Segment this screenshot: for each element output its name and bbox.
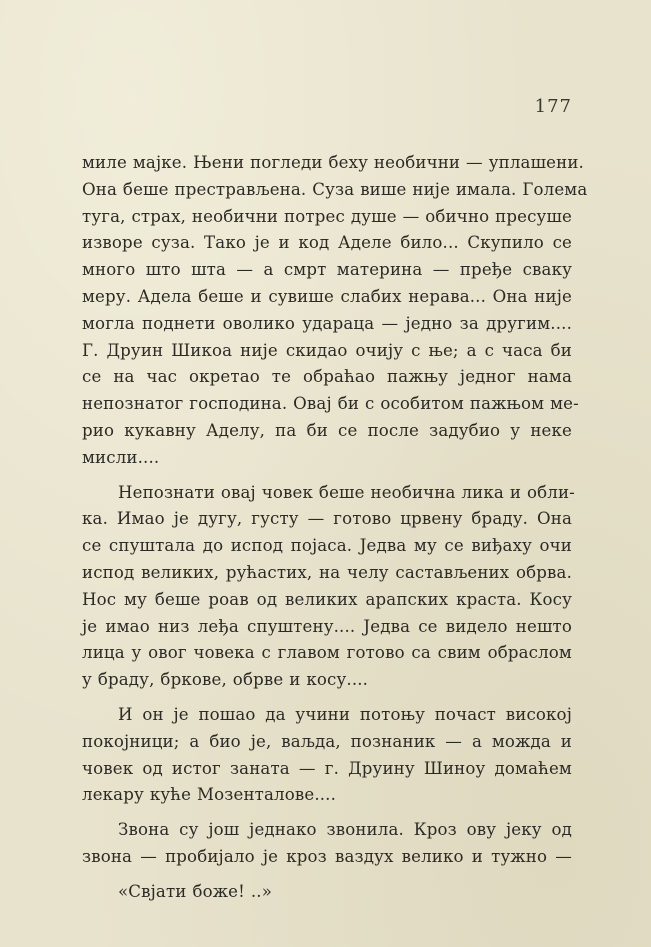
text-line: покојници; а био је, ваљда, познаник — а можда и (82, 731, 572, 751)
text-line: меру. Адела беше и сувише слабих нерава... Она није (82, 286, 572, 306)
text-line: је имао низ леђа спуштену.... Једва се видело нешто (82, 616, 572, 636)
text-line: лица у овог човека с главом готово са свим обраслом (82, 643, 572, 663)
page-number: 177 (534, 96, 572, 117)
text-line: човек од истог заната — г. Друину Шиноу домаћем (82, 758, 572, 778)
text-line: мисли.... (82, 447, 160, 467)
text-line: испод великих, рућастих, на челу састављених обрва. (82, 562, 572, 582)
text-line: ка. Имао је дугу, густу — готово црвену браду. Она (82, 509, 572, 529)
text-line: звона — пробијало је кроз ваздух велико и тужно — (82, 846, 572, 866)
paragraph-1 (82, 150, 588, 472)
paragraph-4 (82, 817, 572, 871)
text-line: туга, страх, необични потрес душе — обично пресуше (82, 206, 573, 226)
text-line: рио кукавну Аделу, па би се после задубио у неке (82, 420, 572, 440)
text-line: непознатог господина. Овај би с особитом пажњом ме- (82, 394, 579, 414)
text-line: у браду, бркове, обрве и косу.... (82, 670, 369, 690)
paragraph-3 (82, 702, 572, 809)
text-line: миле мајке. Њени погледи беху необични — уплашени. (82, 153, 584, 172)
paragraph-2 (82, 480, 575, 694)
text-line: се на час окретао те обраћао пажњу једног нама (82, 367, 572, 387)
text-line: могла поднети оволико удараца — једно за другим.... (82, 313, 572, 333)
closing-exclamation: «Свјати боже! ..» (118, 881, 273, 901)
text-line: се спуштала до испод појаса. Једва му се виђаху очи (82, 536, 572, 556)
body-text (82, 150, 588, 906)
text-line: Г. Друин Шикоа није скидао очију с ње; а с часа би (82, 340, 572, 360)
text-line: Непознати овај човек беше необична лика и обли- (118, 482, 575, 502)
text-line: много што шта — а смрт материна — пређе сваку (82, 260, 572, 280)
text-line: И он је пошао да учини потоњу почаст високој (118, 704, 572, 724)
text-line: лекару куће Мозенталове.... (82, 785, 337, 805)
text-line: Звона су још једнако звонила. Кроз ову јеку од (118, 820, 572, 840)
text-line: изворе суза. Тако је и код Аделе било... Скупило се (82, 233, 572, 253)
text-line: Нос му беше роав од великих арапских краста. Косу (82, 589, 572, 609)
text-line: Она беше престрављена. Суза више није имала. Голема (82, 179, 588, 199)
